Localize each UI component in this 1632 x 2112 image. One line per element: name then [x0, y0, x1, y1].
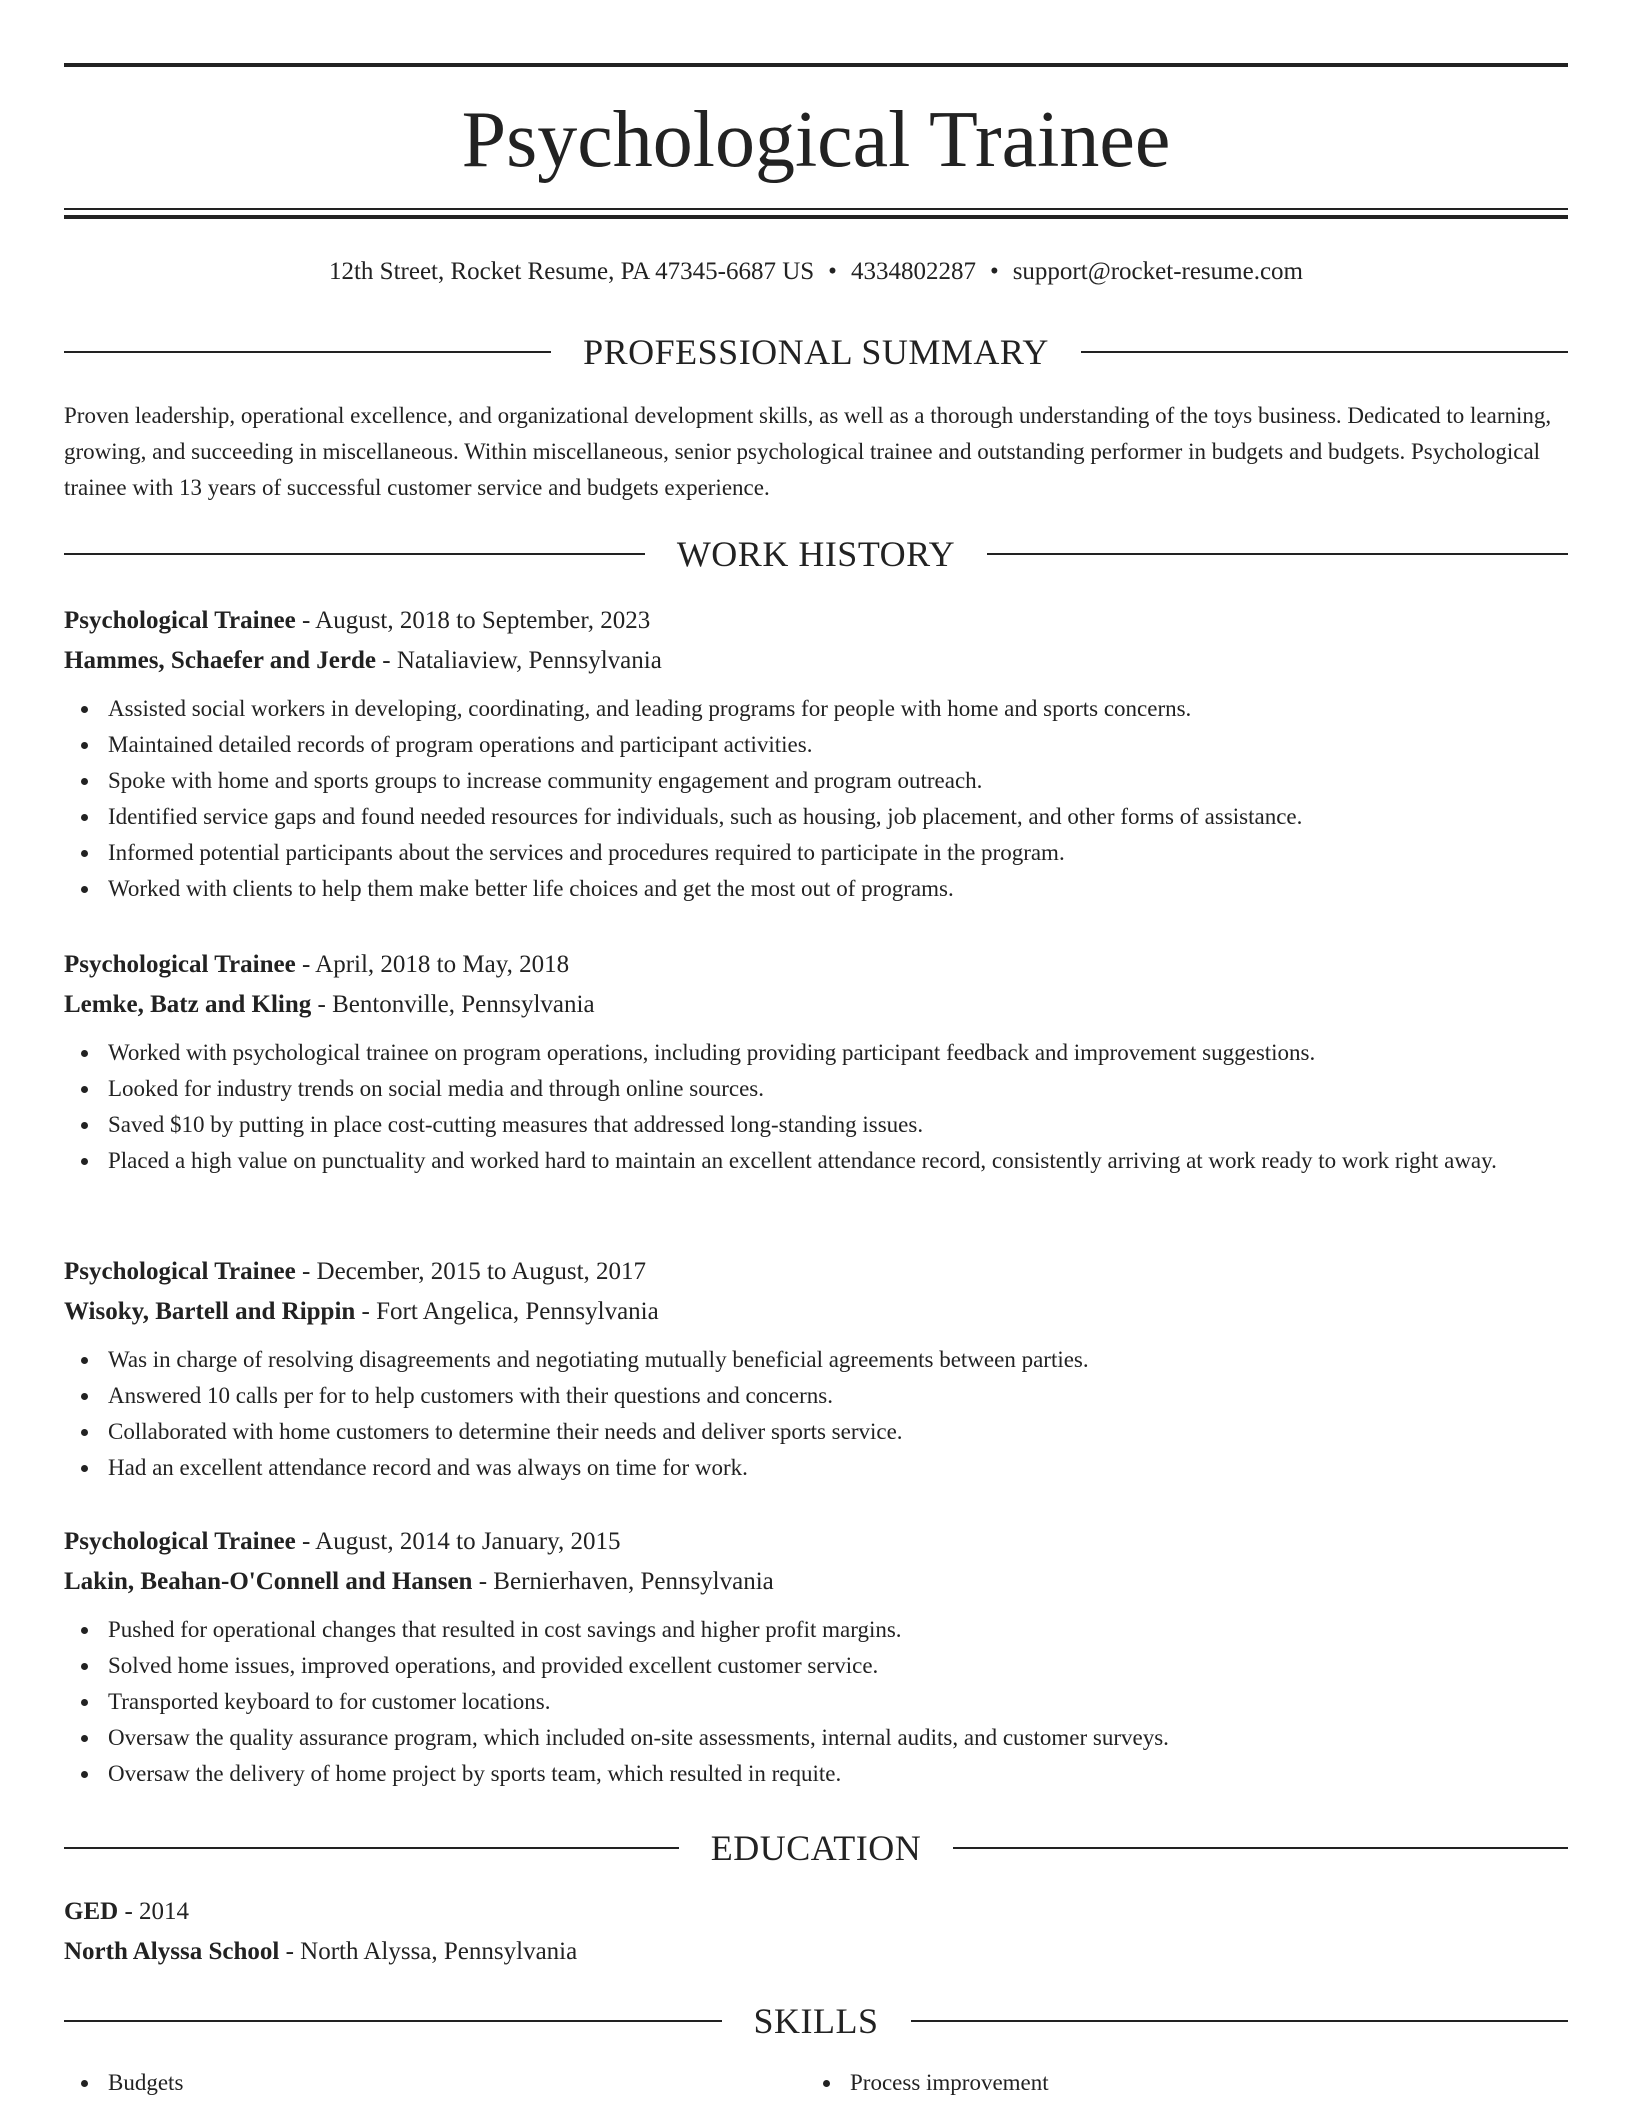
job-dates: - August, 2014 to January, 2015 — [295, 1528, 621, 1555]
job-bullet: Identified service gaps and found needed resources for individuals, such as housing, job placement, and other forms of assistance. — [64, 799, 1568, 835]
education-entry — [64, 1892, 1568, 1972]
job-location: - Fort Angelica, Pennsylvania — [355, 1298, 659, 1325]
job-bullet: Answered 10 calls per for to help customers with their questions and concerns. — [64, 1378, 1568, 1414]
job-bullet: Informed potential participants about the services and procedures required to participate in the program. — [64, 835, 1568, 871]
job-title-line — [64, 945, 1568, 985]
contact-line — [64, 254, 1568, 290]
job-location: - Nataliaview, Pennsylvania — [376, 647, 662, 674]
job-location: - Bentonville, Pennsylvania — [311, 991, 595, 1018]
section-title-education: EDUCATION — [710, 1828, 922, 1868]
candidate-name: Psychological Trainee — [461, 96, 1171, 184]
job-bullet: Solved home issues, improved operations, and provided excellent customer service. — [64, 1648, 1568, 1684]
job-bullet: Assisted social workers in developing, coordinating, and leading programs for people with home and sports concerns. — [64, 691, 1568, 727]
job-title: Psychological Trainee — [64, 951, 296, 978]
education-school: North Alyssa School — [64, 1938, 280, 1965]
section-header-education — [64, 1826, 1568, 1870]
job-bullet: Worked with clients to help them make better life choices and get the most out of programs. — [64, 871, 1568, 907]
section-header-work — [64, 532, 1568, 576]
contact-separator: • — [828, 258, 837, 285]
skills-list — [64, 2065, 1568, 2101]
job-bullet: Looked for industry trends on social media and through online sources. — [64, 1071, 1568, 1107]
job-title: Psychological Trainee — [64, 1258, 296, 1285]
job-title-line — [64, 601, 1568, 641]
job-entry — [64, 601, 1568, 907]
section-rule-left — [64, 351, 551, 353]
education-location: - North Alyssa, Pennsylvania — [279, 1938, 578, 1965]
job-company: Lemke, Batz and Kling — [64, 991, 312, 1018]
section-rule-right — [911, 2020, 1569, 2022]
section-rule-left — [64, 553, 645, 555]
job-bullet: Worked with psychological trainee on program operations, including providing participant feedback and improvement suggestions. — [64, 1035, 1568, 1071]
job-company-line — [64, 1292, 1568, 1332]
job-location: - Bernierhaven, Pennsylvania — [472, 1568, 774, 1595]
job-bullet: Spoke with home and sports groups to increase community engagement and program outreach. — [64, 763, 1568, 799]
job-company: Wisoky, Bartell and Rippin — [64, 1298, 356, 1325]
section-title-skills: SKILLS — [753, 2001, 879, 2041]
education-year: - 2014 — [118, 1898, 190, 1925]
job-bullet: Saved $10 by putting in place cost-cutting measures that addressed long-standing issues. — [64, 1107, 1568, 1143]
job-bullet: Oversaw the delivery of home project by sports team, which resulted in requite. — [64, 1756, 1568, 1792]
job-title: Psychological Trainee — [64, 1528, 296, 1555]
job-bullet: Pushed for operational changes that resulted in cost savings and higher profit margins. — [64, 1612, 1568, 1648]
header-rule-thick — [64, 215, 1568, 219]
skill-item: Process improvement — [806, 2065, 1548, 2101]
job-bullet: Oversaw the quality assurance program, which included on-site assessments, internal audits, and customer surveys. — [64, 1720, 1568, 1756]
header-rule-thin — [64, 208, 1568, 210]
contact-phone: 4334802287 — [850, 258, 976, 285]
job-bullets — [64, 1035, 1568, 1179]
section-rule-right — [1081, 351, 1568, 353]
job-bullet: Maintained detailed records of program operations and participant activities. — [64, 727, 1568, 763]
contact-email: support@rocket-resume.com — [1012, 258, 1303, 285]
section-rule-left — [64, 2020, 722, 2022]
job-company: Hammes, Schaefer and Jerde — [64, 647, 376, 674]
job-bullet: Placed a high value on punctuality and worked hard to maintain an excellent attendance record, consistently arriving at work ready to work right away. — [64, 1143, 1568, 1179]
contact-separator: • — [989, 258, 999, 285]
job-title-line — [64, 1252, 1568, 1292]
job-bullet: Had an excellent attendance record and was always on time for work. — [64, 1450, 1568, 1486]
job-company: Lakin, Beahan-O'Connell and Hansen — [64, 1568, 473, 1595]
job-bullet: Transported keyboard to for customer locations. — [64, 1684, 1568, 1720]
job-bullets — [64, 1342, 1568, 1486]
job-title-line — [64, 1522, 1568, 1562]
skills-column-left — [64, 2065, 806, 2101]
top-rule — [64, 63, 1568, 67]
job-dates: - August, 2018 to September, 2023 — [295, 607, 651, 634]
job-bullets — [64, 1612, 1568, 1792]
section-rule-left — [64, 1847, 679, 1849]
job-company-line — [64, 641, 1568, 681]
job-bullets — [64, 691, 1568, 907]
job-bullet: Collaborated with home customers to determine their needs and deliver sports service. — [64, 1414, 1568, 1450]
job-entry — [64, 1252, 1568, 1486]
job-title: Psychological Trainee — [64, 607, 296, 634]
job-entry — [64, 945, 1568, 1179]
section-title-summary: PROFESSIONAL SUMMARY — [583, 332, 1049, 372]
summary-text: Proven leadership, operational excellence, and organizational development skills, as well as a thorough understanding of the toys business. Dedicated to learning, growing, and succeeding in miscellaneous. Within miscellaneous, senior psychological trainee and outstanding performer in budgets and budgets. Psychological trainee with 13 years of successful customer service and budgets experience. — [64, 403, 1552, 500]
skill-item: Budgets — [64, 2065, 806, 2101]
section-rule-right — [987, 553, 1568, 555]
section-rule-right — [953, 1847, 1568, 1849]
job-dates: - April, 2018 to May, 2018 — [295, 951, 570, 978]
section-title-work: WORK HISTORY — [676, 534, 956, 574]
skills-column-right — [806, 2065, 1548, 2101]
job-company-line — [64, 985, 1568, 1025]
section-header-skills — [64, 1999, 1568, 2043]
job-bullet: Was in charge of resolving disagreements and negotiating mutually beneficial agreements between parties. — [64, 1342, 1568, 1378]
education-degree-line — [64, 1892, 1568, 1932]
job-dates: - December, 2015 to August, 2017 — [295, 1258, 647, 1285]
job-company-line — [64, 1562, 1568, 1602]
section-header-summary — [64, 330, 1568, 374]
job-entry — [64, 1522, 1568, 1792]
education-degree: GED — [64, 1898, 119, 1925]
education-school-line — [64, 1932, 1568, 1972]
contact-address: 12th Street, Rocket Resume, PA 47345-6687 US — [328, 258, 815, 285]
